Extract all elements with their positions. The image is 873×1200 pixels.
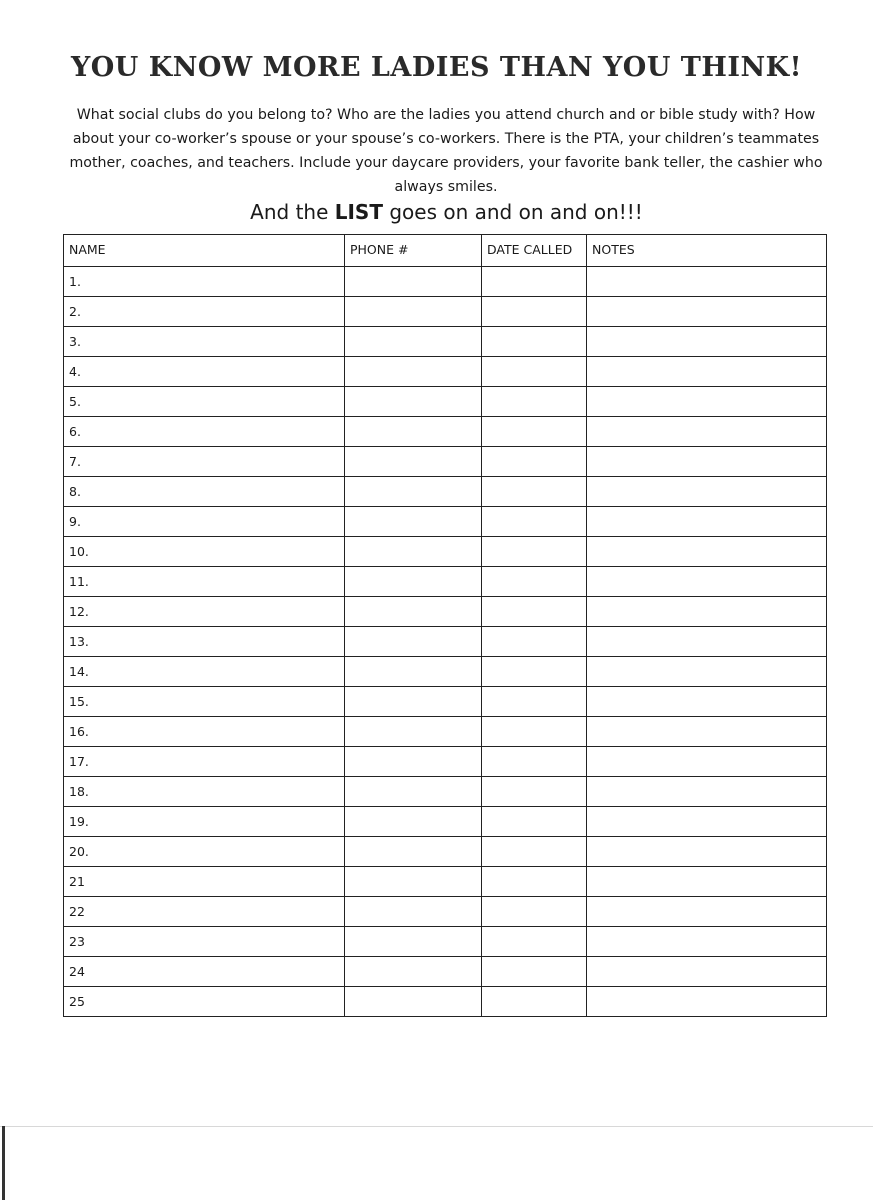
date-called-cell[interactable] bbox=[482, 927, 587, 957]
date-called-cell[interactable] bbox=[482, 747, 587, 777]
date-called-cell[interactable] bbox=[482, 417, 587, 447]
phone-cell[interactable] bbox=[345, 777, 482, 807]
name-cell[interactable]: 22 bbox=[64, 897, 345, 927]
name-cell[interactable]: 7. bbox=[64, 447, 345, 477]
phone-cell[interactable] bbox=[345, 867, 482, 897]
phone-cell[interactable] bbox=[345, 267, 482, 297]
notes-cell[interactable] bbox=[587, 537, 827, 567]
date-called-cell[interactable] bbox=[482, 537, 587, 567]
phone-cell[interactable] bbox=[345, 747, 482, 777]
column-header-notes: NOTES bbox=[587, 235, 827, 267]
name-cell[interactable]: 24 bbox=[64, 957, 345, 987]
notes-cell[interactable] bbox=[587, 327, 827, 357]
name-cell[interactable]: 16. bbox=[64, 717, 345, 747]
date-called-cell[interactable] bbox=[482, 837, 587, 867]
date-called-cell[interactable] bbox=[482, 627, 587, 657]
notes-cell[interactable] bbox=[587, 417, 827, 447]
tagline-after: goes on and on and on!!! bbox=[382, 200, 643, 224]
column-header-phone: PHONE # bbox=[345, 235, 482, 267]
name-cell[interactable]: 10. bbox=[64, 537, 345, 567]
phone-cell[interactable] bbox=[345, 837, 482, 867]
intro-line: mother, coaches, and teachers. Include your daycare providers, your favorite bank teller, the cashier who bbox=[69, 155, 823, 171]
phone-cell[interactable] bbox=[345, 657, 482, 687]
date-called-cell[interactable] bbox=[482, 777, 587, 807]
phone-cell[interactable] bbox=[345, 897, 482, 927]
notes-cell[interactable] bbox=[587, 927, 827, 957]
name-cell[interactable]: 17. bbox=[64, 747, 345, 777]
date-called-cell[interactable] bbox=[482, 807, 587, 837]
page-break-line bbox=[0, 1126, 873, 1127]
table-row bbox=[64, 717, 827, 747]
table-row bbox=[64, 417, 827, 447]
table-row bbox=[64, 687, 827, 717]
name-cell[interactable]: 8. bbox=[64, 477, 345, 507]
tagline bbox=[0, 200, 873, 224]
notes-cell[interactable] bbox=[587, 657, 827, 687]
date-called-cell[interactable] bbox=[482, 267, 587, 297]
name-cell[interactable]: 15. bbox=[64, 687, 345, 717]
name-cell[interactable]: 14. bbox=[64, 657, 345, 687]
table-row bbox=[64, 987, 827, 1017]
date-called-cell[interactable] bbox=[482, 597, 587, 627]
date-called-cell[interactable] bbox=[482, 387, 587, 417]
date-called-cell[interactable] bbox=[482, 297, 587, 327]
date-called-cell[interactable] bbox=[482, 357, 587, 387]
phone-cell[interactable] bbox=[345, 537, 482, 567]
phone-cell[interactable] bbox=[345, 447, 482, 477]
date-called-cell[interactable] bbox=[482, 327, 587, 357]
table-row bbox=[64, 267, 827, 297]
phone-cell[interactable] bbox=[345, 957, 482, 987]
notes-cell[interactable] bbox=[587, 477, 827, 507]
notes-cell[interactable] bbox=[587, 987, 827, 1017]
phone-cell[interactable] bbox=[345, 357, 482, 387]
date-called-cell[interactable] bbox=[482, 717, 587, 747]
name-cell[interactable]: 3. bbox=[64, 327, 345, 357]
table-row bbox=[64, 387, 827, 417]
column-header-date-called: DATE CALLED bbox=[482, 235, 587, 267]
date-called-cell[interactable] bbox=[482, 957, 587, 987]
date-called-cell[interactable] bbox=[482, 867, 587, 897]
notes-cell[interactable] bbox=[587, 837, 827, 867]
notes-cell[interactable] bbox=[587, 957, 827, 987]
notes-cell[interactable] bbox=[587, 687, 827, 717]
date-called-cell[interactable] bbox=[482, 447, 587, 477]
phone-cell[interactable] bbox=[345, 567, 482, 597]
notes-cell[interactable] bbox=[587, 777, 827, 807]
notes-cell[interactable] bbox=[587, 267, 827, 297]
phone-cell[interactable] bbox=[345, 417, 482, 447]
phone-cell[interactable] bbox=[345, 807, 482, 837]
name-cell[interactable]: 23 bbox=[64, 927, 345, 957]
scan-edge-mark bbox=[2, 1126, 5, 1200]
name-cell[interactable]: 25 bbox=[64, 987, 345, 1017]
phone-cell[interactable] bbox=[345, 387, 482, 417]
table-row bbox=[64, 627, 827, 657]
notes-cell[interactable] bbox=[587, 507, 827, 537]
phone-cell[interactable] bbox=[345, 927, 482, 957]
name-cell[interactable]: 13. bbox=[64, 627, 345, 657]
column-header-name: NAME bbox=[64, 235, 345, 267]
name-cell[interactable]: 18. bbox=[64, 777, 345, 807]
notes-cell[interactable] bbox=[587, 807, 827, 837]
name-cell[interactable]: 20. bbox=[64, 837, 345, 867]
notes-cell[interactable] bbox=[587, 357, 827, 387]
phone-cell[interactable] bbox=[345, 477, 482, 507]
table-row bbox=[64, 777, 827, 807]
phone-cell[interactable] bbox=[345, 987, 482, 1017]
table-row bbox=[64, 897, 827, 927]
date-called-cell[interactable] bbox=[482, 507, 587, 537]
name-cell[interactable]: 19. bbox=[64, 807, 345, 837]
name-cell[interactable]: 12. bbox=[64, 597, 345, 627]
notes-cell[interactable] bbox=[587, 597, 827, 627]
notes-cell[interactable] bbox=[587, 297, 827, 327]
notes-cell[interactable] bbox=[587, 867, 827, 897]
date-called-cell[interactable] bbox=[482, 687, 587, 717]
notes-cell[interactable] bbox=[587, 567, 827, 597]
date-called-cell[interactable] bbox=[482, 477, 587, 507]
intro-line: about your co-worker’s spouse or your spouse’s co-workers. There is the PTA, your children’s teammates bbox=[72, 131, 820, 147]
phone-cell[interactable] bbox=[345, 507, 482, 537]
table-row bbox=[64, 357, 827, 387]
name-cell[interactable]: 11. bbox=[64, 567, 345, 597]
table-row bbox=[64, 927, 827, 957]
page-title: YOU KNOW MORE LADIES THAN YOU THINK! bbox=[70, 52, 802, 83]
phone-cell[interactable] bbox=[345, 597, 482, 627]
table-row bbox=[64, 507, 827, 537]
notes-cell[interactable] bbox=[587, 627, 827, 657]
intro-paragraph bbox=[66, 103, 826, 199]
table-row bbox=[64, 807, 827, 837]
phone-cell[interactable] bbox=[345, 327, 482, 357]
notes-cell[interactable] bbox=[587, 897, 827, 927]
table-row bbox=[64, 657, 827, 687]
date-called-cell[interactable] bbox=[482, 657, 587, 687]
name-cell[interactable]: 2. bbox=[64, 297, 345, 327]
table-row bbox=[64, 297, 827, 327]
intro-line: always smiles. bbox=[394, 179, 498, 195]
table-header-row bbox=[64, 235, 827, 267]
table-row bbox=[64, 477, 827, 507]
tagline-emphasis: LIST bbox=[334, 200, 383, 224]
table-body bbox=[64, 267, 827, 1017]
name-cell[interactable]: 4. bbox=[64, 357, 345, 387]
contact-table bbox=[63, 234, 827, 1017]
date-called-cell[interactable] bbox=[482, 567, 587, 597]
table-row bbox=[64, 957, 827, 987]
table-row bbox=[64, 597, 827, 627]
phone-cell[interactable] bbox=[345, 627, 482, 657]
table-row bbox=[64, 327, 827, 357]
date-called-cell[interactable] bbox=[482, 897, 587, 927]
tagline-before: And the bbox=[250, 200, 335, 224]
name-cell[interactable]: 21 bbox=[64, 867, 345, 897]
notes-cell[interactable] bbox=[587, 717, 827, 747]
table-row bbox=[64, 447, 827, 477]
table-row bbox=[64, 567, 827, 597]
name-cell[interactable]: 6. bbox=[64, 417, 345, 447]
notes-cell[interactable] bbox=[587, 387, 827, 417]
notes-cell[interactable] bbox=[587, 747, 827, 777]
date-called-cell[interactable] bbox=[482, 987, 587, 1017]
intro-line: What social clubs do you belong to? Who are the ladies you attend church and or bible study with? How bbox=[76, 107, 816, 123]
table-row bbox=[64, 747, 827, 777]
name-cell[interactable]: 9. bbox=[64, 507, 345, 537]
table-row bbox=[64, 837, 827, 867]
phone-cell[interactable] bbox=[345, 687, 482, 717]
table-row bbox=[64, 867, 827, 897]
phone-cell[interactable] bbox=[345, 297, 482, 327]
notes-cell[interactable] bbox=[587, 447, 827, 477]
name-cell[interactable]: 5. bbox=[64, 387, 345, 417]
table-row bbox=[64, 537, 827, 567]
phone-cell[interactable] bbox=[345, 717, 482, 747]
name-cell[interactable]: 1. bbox=[64, 267, 345, 297]
